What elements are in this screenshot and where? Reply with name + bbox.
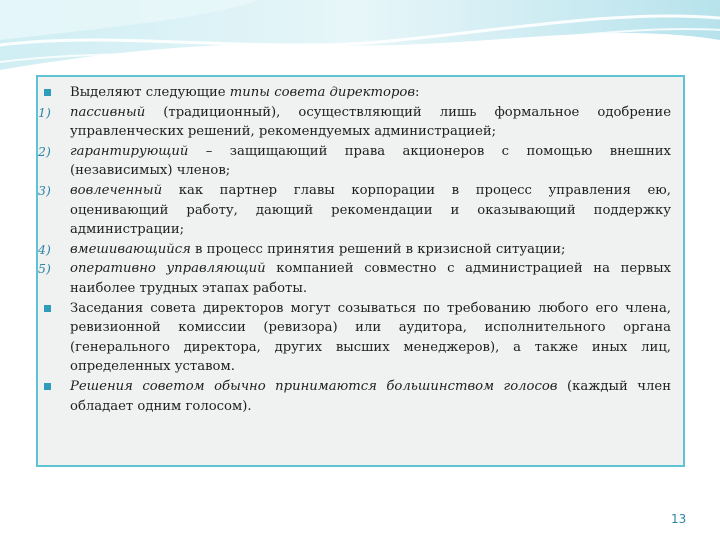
list-item bbox=[38, 142, 671, 181]
list-marker: 3) bbox=[38, 182, 51, 198]
intro-emphasis: типы совета директоров bbox=[229, 85, 416, 100]
list-item-term: оперативно управляющий bbox=[70, 261, 266, 277]
list-item bbox=[38, 181, 671, 240]
decisions-emphasis: Решения советом обычно принимаются большинством голосов bbox=[70, 378, 558, 394]
square-bullet-icon bbox=[44, 89, 51, 96]
list-item bbox=[38, 240, 671, 260]
meetings-bullet bbox=[38, 299, 671, 377]
square-bullet-icon bbox=[44, 383, 51, 390]
list-item bbox=[38, 259, 671, 298]
list-item-text: – защищающий права акционеров с помощью внешних (независимых) членов; bbox=[70, 143, 671, 179]
list-marker: 2) bbox=[38, 143, 51, 159]
list-item-term: вовлеченный bbox=[70, 182, 163, 198]
list-item bbox=[38, 103, 671, 142]
intro-text: Выделяют следующие bbox=[70, 85, 230, 100]
content-box bbox=[36, 75, 685, 467]
list-marker: 4) bbox=[38, 241, 51, 257]
list-item-text: как партнер главы корпорации в процесс управления ею, оценивающий работу, дающий рекомендации и оказывающий поддержку администрации; bbox=[70, 182, 671, 238]
list-item-text: в процесс принятия решений в кризисной ситуации; bbox=[190, 241, 566, 257]
list-item-text: (традиционный), осуществляющий лишь формальное одобрение управленческих решений, рекомендуемых администрацией; bbox=[70, 104, 671, 140]
square-bullet-icon bbox=[44, 305, 51, 312]
list-item-term: пассивный bbox=[70, 104, 146, 120]
decisions-text: (каждый член обладает одним голосом). bbox=[70, 378, 671, 414]
list-item-text: компанией совместно с администрацией на первых наиболее трудных этапах работы. bbox=[70, 261, 671, 296]
page-number: 13 bbox=[671, 512, 687, 526]
intro-bullet bbox=[38, 83, 671, 103]
list-item-term: гарантирующий bbox=[70, 143, 189, 159]
list-item-term: вмешивающийся bbox=[70, 241, 191, 257]
decisions-bullet bbox=[38, 377, 671, 416]
list-marker: 1) bbox=[38, 104, 51, 120]
intro-colon: : bbox=[415, 85, 420, 100]
list-marker: 5) bbox=[38, 261, 51, 277]
meetings-text: Заседания совета директоров могут созываться по требованию любого его члена, ревизионной комиссии (ревизора) или аудитора, исполнительного органа (генерального директора, других высших менеджеров), а также иных лиц, определенных уставом. bbox=[70, 300, 671, 375]
